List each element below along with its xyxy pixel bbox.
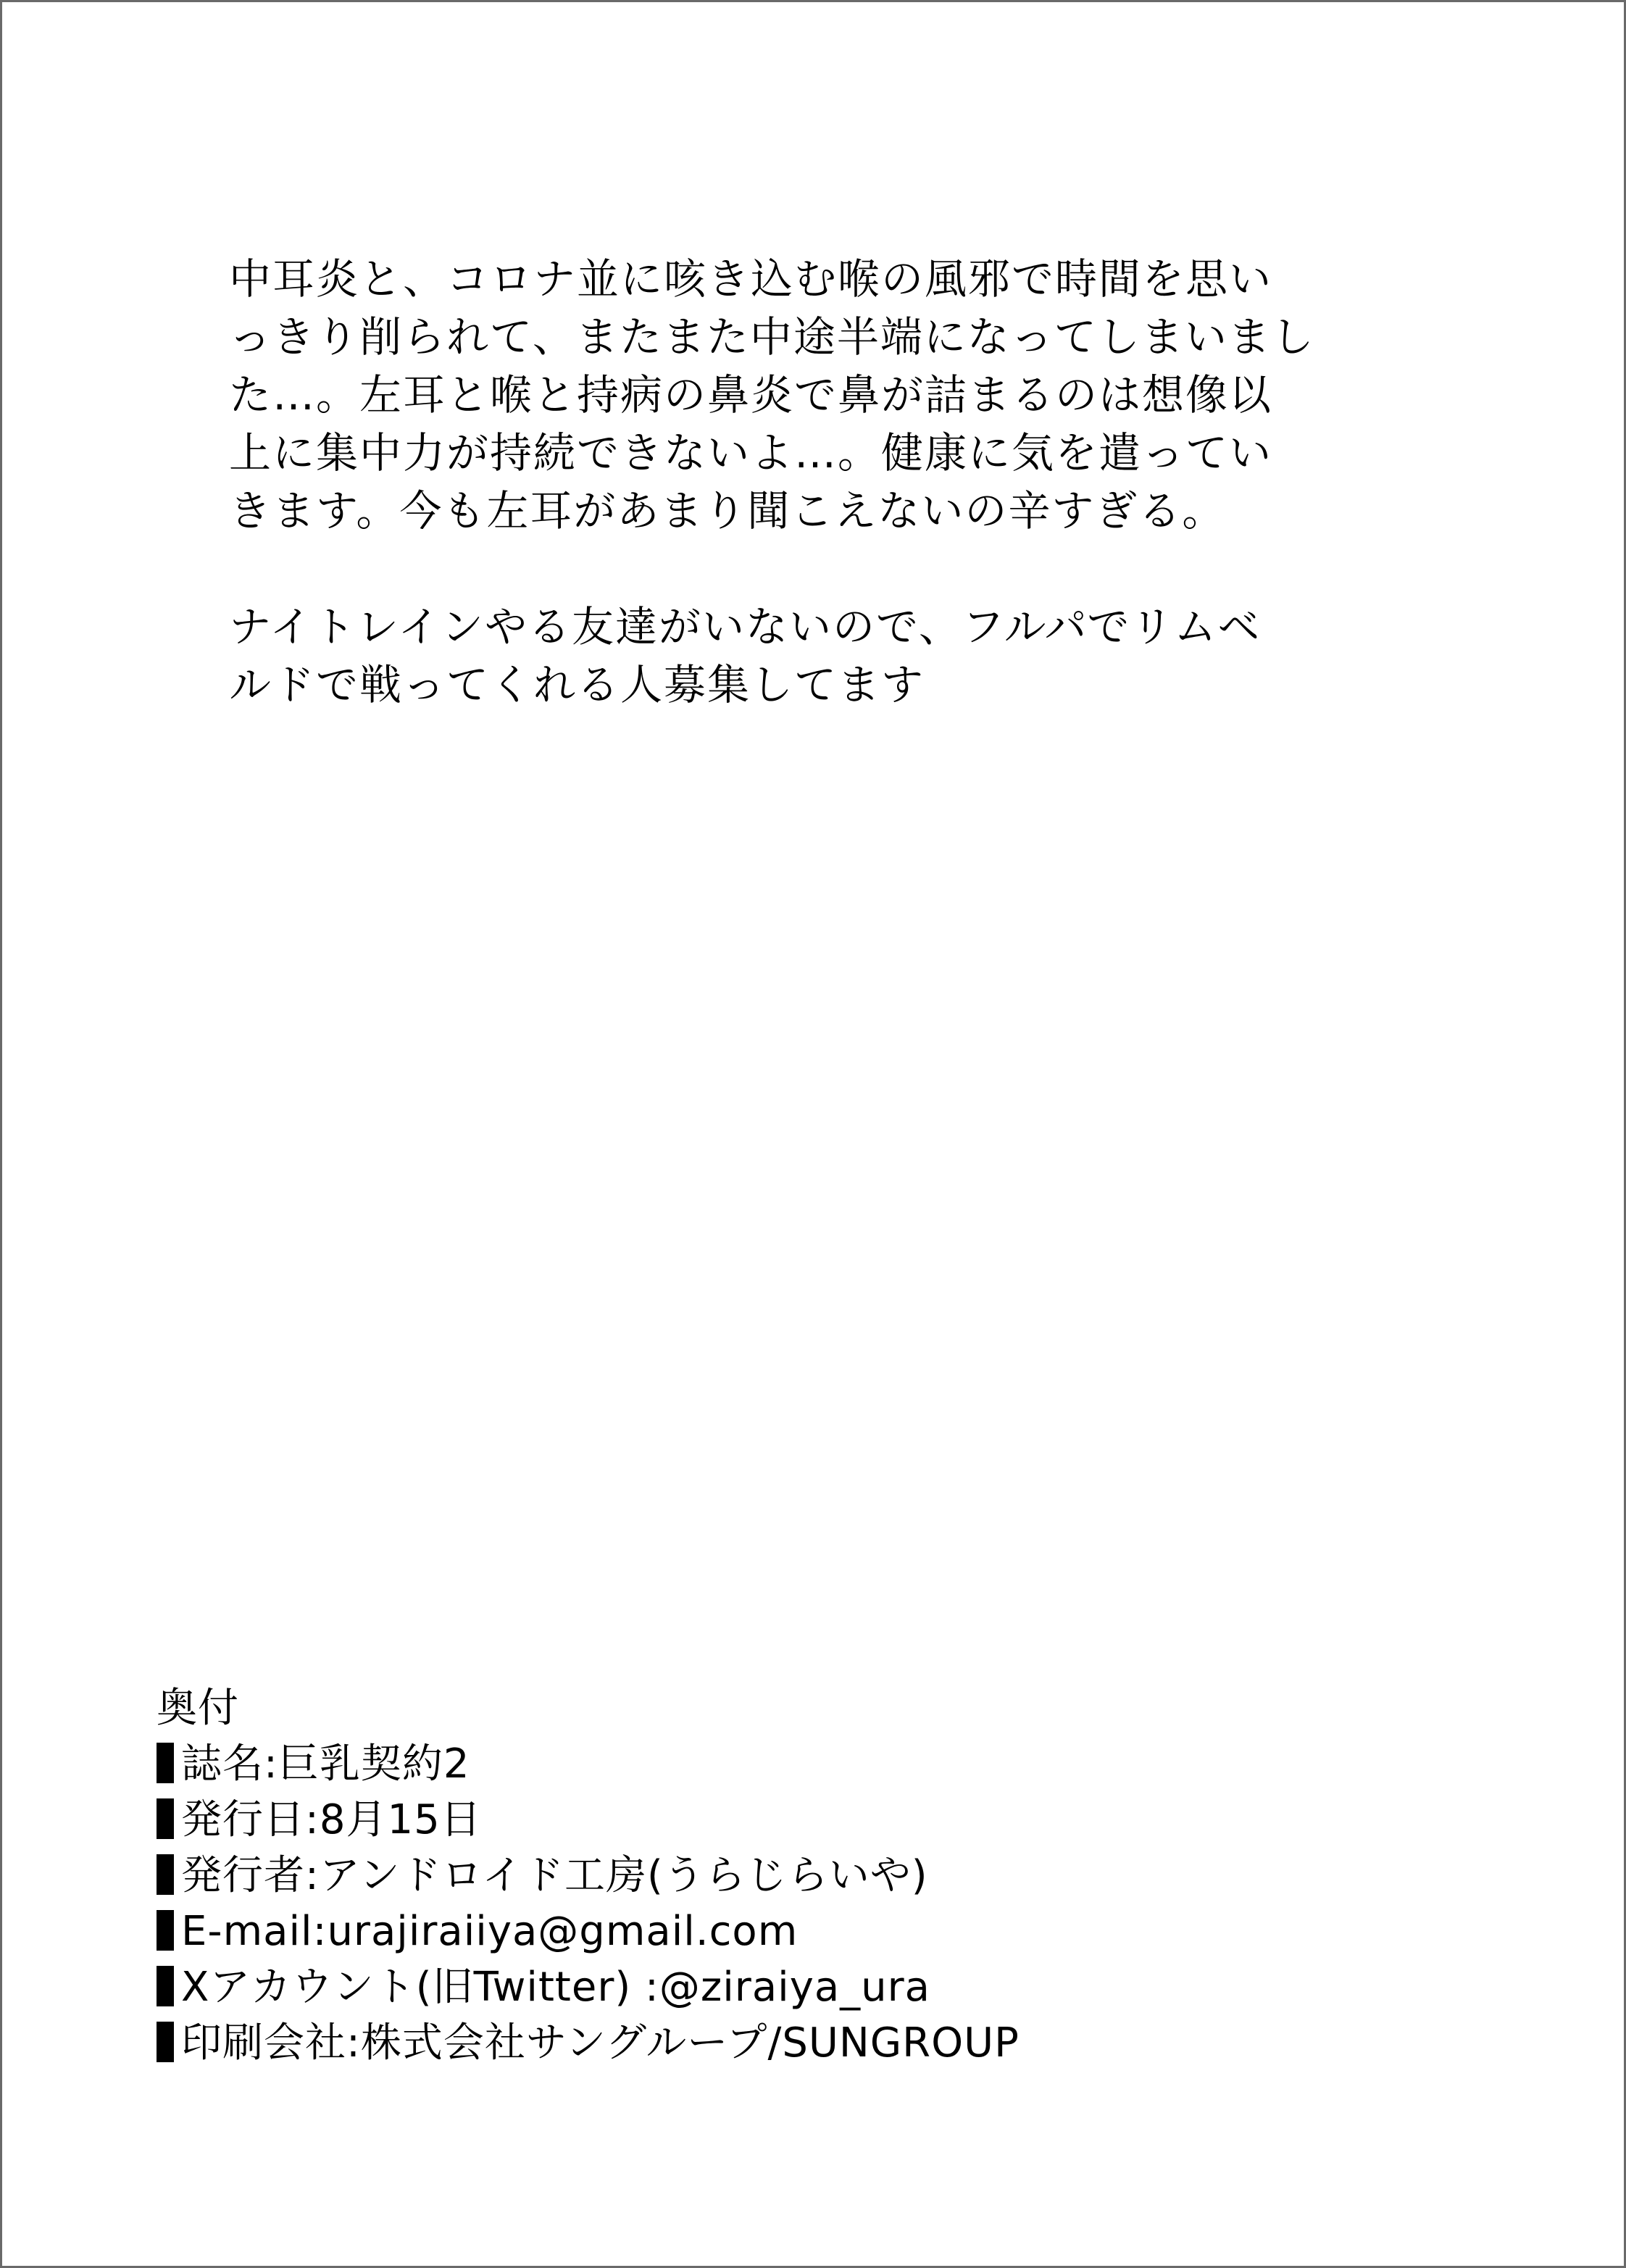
square-bullet-icon xyxy=(157,1966,174,2006)
colophon-item-publish-date xyxy=(157,1792,1461,1848)
square-bullet-icon xyxy=(157,2022,174,2062)
afterword-line: っきり削られて、またまた中途半端になってしまいまし xyxy=(229,312,1315,362)
afterword-line: ルドで戦ってくれる人募集してます xyxy=(229,660,925,709)
square-bullet-icon xyxy=(157,1854,174,1895)
afterword-line: ナイトレインやる友達がいないので、フルパでリムベ xyxy=(229,602,1262,651)
colophon-item-label: 発行日:8月15日 xyxy=(181,1796,482,1843)
colophon-item-print-company xyxy=(157,2015,1461,2071)
colophon-item-label: Xアカウント(旧Twitter) :@ziraiya_ura xyxy=(181,1964,930,2011)
colophon-title: 奥付 xyxy=(157,1685,239,1732)
colophon-item-email xyxy=(157,1904,1461,1959)
colophon-item-label: 印刷会社:株式会社サングループ/SUNGROUP xyxy=(181,2019,1020,2067)
afterword-line: きます。今も左耳があまり聞こえないの辛すぎる。 xyxy=(229,486,1226,535)
colophon-item-publisher xyxy=(157,1848,1461,1904)
colophon-item-label: 誌名:巨乳契約2 xyxy=(181,1740,470,1788)
square-bullet-icon xyxy=(157,1910,174,1951)
afterword-line: 中耳炎と、コロナ並に咳き込む喉の風邪で時間を思い xyxy=(229,254,1273,304)
afterword-text xyxy=(229,250,1403,714)
square-bullet-icon xyxy=(157,1798,174,1839)
afterword-line: 上に集中力が持続できないよ…。健康に気を遣ってい xyxy=(229,428,1273,478)
colophon-item-title xyxy=(157,1736,1461,1792)
square-bullet-icon xyxy=(157,1743,174,1783)
colophon-item-label: E-mail:urajiraiiya@gmail.com xyxy=(181,1908,799,1955)
afterword-line: た…。左耳と喉と持病の鼻炎で鼻が詰まるのは想像以 xyxy=(229,370,1273,420)
colophon-item-x-account xyxy=(157,1959,1461,2015)
colophon xyxy=(157,1680,1461,2071)
colophon-item-label: 発行者:アンドロイド工房(うらじらいや) xyxy=(181,1852,928,1899)
